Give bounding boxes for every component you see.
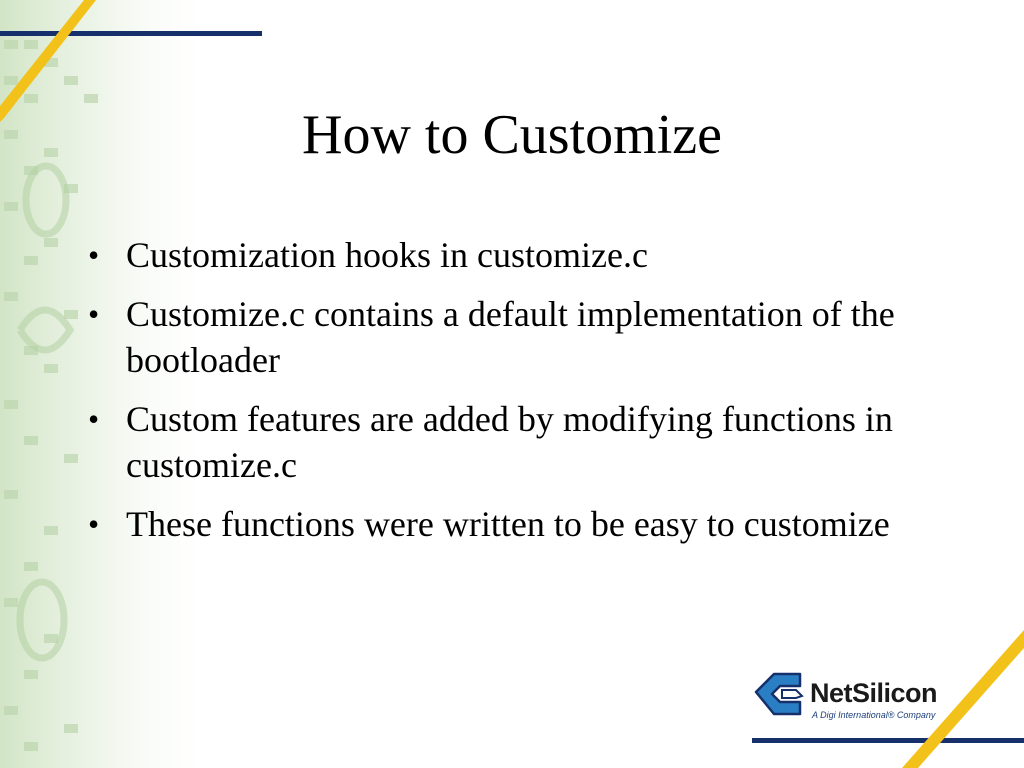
bullet-item [86,232,946,278]
bullet-list [86,232,946,560]
bullet-text: These functions were written to be easy to customize [126,504,890,544]
bullet-item [86,291,946,383]
slide-title: How to Customize [302,104,722,166]
bullet-dot-icon: • [88,506,100,542]
logo-tagline: A Digi International® Company [812,710,936,720]
bullet-dot-icon: • [88,237,100,273]
bullet-text: Customize.c contains a default implementation of the bootloader [126,294,895,380]
logo-name: NetSilicon [810,678,938,708]
company-logo [752,668,957,728]
bullet-item [86,501,946,547]
bullet-dot-icon: • [88,296,100,332]
bullet-dot-icon: • [88,401,100,437]
bullet-text: Custom features are added by modifying functions in customize.c [126,399,893,485]
bullet-item [86,396,946,488]
netsilicon-logo-icon [752,668,810,720]
bullet-text: Customization hooks in customize.c [126,235,648,275]
